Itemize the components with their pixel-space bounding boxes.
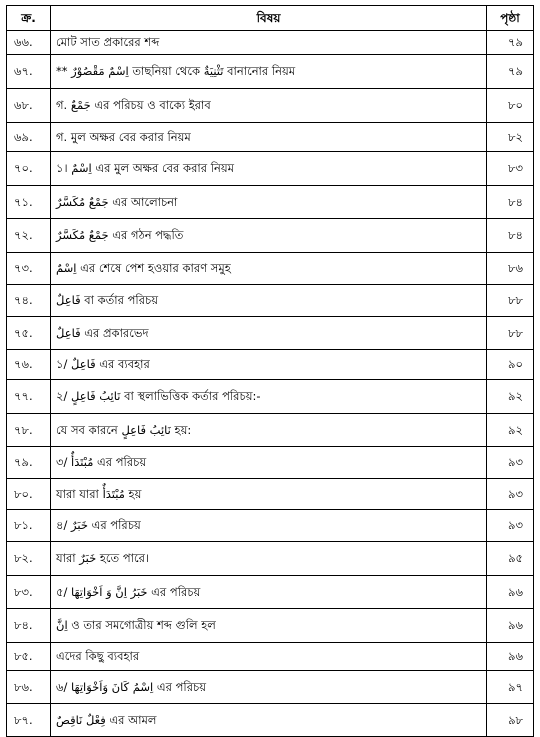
row-number: ৮৩. — [7, 576, 51, 609]
row-number: ৮১. — [7, 510, 51, 542]
header-serial: ক্র. — [7, 6, 51, 31]
row-page: ৮৮ — [487, 285, 534, 317]
table-row — [7, 704, 534, 737]
table-row — [7, 542, 534, 576]
table-row — [7, 123, 534, 152]
row-topic: ৫/ خَبَرُ اِنَّ وَ اَخْوَاتِهَا এর পরিচয় — [51, 576, 487, 609]
row-page: ৮৪ — [487, 219, 534, 253]
row-page: ৯৬ — [487, 576, 534, 609]
row-topic: এদের কিছু ব্যবহার — [51, 643, 487, 671]
table-row — [7, 89, 534, 123]
row-number: ৮৭. — [7, 704, 51, 737]
row-number: ৮৫. — [7, 643, 51, 671]
row-number: ৭৫. — [7, 317, 51, 350]
row-topic: ৪/ خَبَرٌ এর পরিচয় — [51, 510, 487, 542]
row-topic: ৬/ اِسْمُ كَانَ وَاَخْوَاتِهَا এর পরিচয় — [51, 671, 487, 704]
row-topic: فِعْلٌ نَاقِصٌ এর আমল — [51, 704, 487, 737]
row-topic: ১/ فَاعِلٌ এর ব্যবহার — [51, 350, 487, 380]
table-row — [7, 380, 534, 414]
row-number: ৭৩. — [7, 253, 51, 285]
row-page: ৯৬ — [487, 643, 534, 671]
row-number: ৬৮. — [7, 89, 51, 123]
table-row — [7, 671, 534, 704]
row-number: ৭৯. — [7, 447, 51, 479]
row-topic: যারা যারা مُبْتَدَأٌ হয় — [51, 479, 487, 510]
table-row — [7, 253, 534, 285]
row-page: ৭৯ — [487, 31, 534, 55]
row-topic: ** اِسْمٌ مَقْصُوْرٌ তাছনিয়া থেকে تَثْنِيَةٌ বানানোর নিয়ম — [51, 55, 487, 89]
row-page: ৯৩ — [487, 447, 534, 479]
contents-body — [7, 31, 534, 737]
row-page: ৯২ — [487, 380, 534, 414]
row-page: ৯৩ — [487, 510, 534, 542]
row-page: ৯৮ — [487, 704, 534, 737]
row-topic: جَمْعٌ مُكَسَّرٌ এর আলোচনা — [51, 186, 487, 219]
table-row — [7, 186, 534, 219]
row-number: ৭১. — [7, 186, 51, 219]
row-topic: فَاعِلٌ এর প্রকারভেদ — [51, 317, 487, 350]
row-number: ৮৬. — [7, 671, 51, 704]
row-topic: ২/ نَائِبُ فَاعِلٍ বা স্থলাভিত্তিক কর্তার পরিচয়:- — [51, 380, 487, 414]
row-page: ৮৪ — [487, 186, 534, 219]
table-row — [7, 643, 534, 671]
row-number: ৭৮. — [7, 414, 51, 447]
row-page: ৯৭ — [487, 671, 534, 704]
table-row — [7, 152, 534, 186]
table-row — [7, 609, 534, 643]
row-page: ৮৮ — [487, 317, 534, 350]
row-number: ৮২. — [7, 542, 51, 576]
row-topic: মোট সাত প্রকারের শব্দ — [51, 31, 487, 55]
table-row — [7, 414, 534, 447]
row-number: ৭২. — [7, 219, 51, 253]
row-number: ৬৯. — [7, 123, 51, 152]
row-number: ৭৬. — [7, 350, 51, 380]
row-number: ৭৭. — [7, 380, 51, 414]
row-page: ৯২ — [487, 414, 534, 447]
table-row — [7, 447, 534, 479]
header-page: পৃষ্ঠা — [487, 6, 534, 31]
row-page: ৯৩ — [487, 479, 534, 510]
row-topic: فَاعِلٌ বা কর্তার পরিচয় — [51, 285, 487, 317]
row-page: ৮৬ — [487, 253, 534, 285]
row-page: ৯৫ — [487, 542, 534, 576]
row-number: ৭৪. — [7, 285, 51, 317]
table-row — [7, 219, 534, 253]
table-row — [7, 317, 534, 350]
row-page: ৮০ — [487, 89, 534, 123]
row-topic: ১। اِسْمٌ এর মুল অক্ষর বের করার নিয়ম — [51, 152, 487, 186]
row-number: ৬৬. — [7, 31, 51, 55]
table-row — [7, 55, 534, 89]
row-topic: গ. جَمْعٌ এর পরিচয় ও বাক্যে ইরাব — [51, 89, 487, 123]
row-topic: যে সব কারনে نَائِبُ فَاعِلٍ হয়: — [51, 414, 487, 447]
row-topic: اِسْمٌ এর শেষে পেশ হওয়ার কারণ সমুহ — [51, 253, 487, 285]
row-topic: جَمْعٌ مُكَسَّرٌ এর গঠন পদ্ধতি — [51, 219, 487, 253]
row-page: ৯৬ — [487, 609, 534, 643]
table-row — [7, 510, 534, 542]
row-topic: গ. মুল অক্ষর বের করার নিয়ম — [51, 123, 487, 152]
table-row — [7, 576, 534, 609]
row-number: ৮০. — [7, 479, 51, 510]
row-page: ৮৩ — [487, 152, 534, 186]
table-row — [7, 31, 534, 55]
row-number: ৭০. — [7, 152, 51, 186]
row-topic: ৩/ مُبْتَدَأٌ এর পরিচয় — [51, 447, 487, 479]
header-row — [7, 6, 534, 31]
table-row — [7, 350, 534, 380]
row-number: ৮৪. — [7, 609, 51, 643]
row-page: ৯০ — [487, 350, 534, 380]
table-row — [7, 285, 534, 317]
contents-table — [6, 5, 534, 737]
row-page: ৮২ — [487, 123, 534, 152]
row-page: ৭৯ — [487, 55, 534, 89]
row-number: ৬৭. — [7, 55, 51, 89]
header-topic: বিষয় — [51, 6, 487, 31]
row-topic: যারা خَبَرٌ হতে পারে। — [51, 542, 487, 576]
row-topic: اِنَّ ও তার সমগোত্রীয় শব্দ গুলি হল — [51, 609, 487, 643]
table-row — [7, 479, 534, 510]
